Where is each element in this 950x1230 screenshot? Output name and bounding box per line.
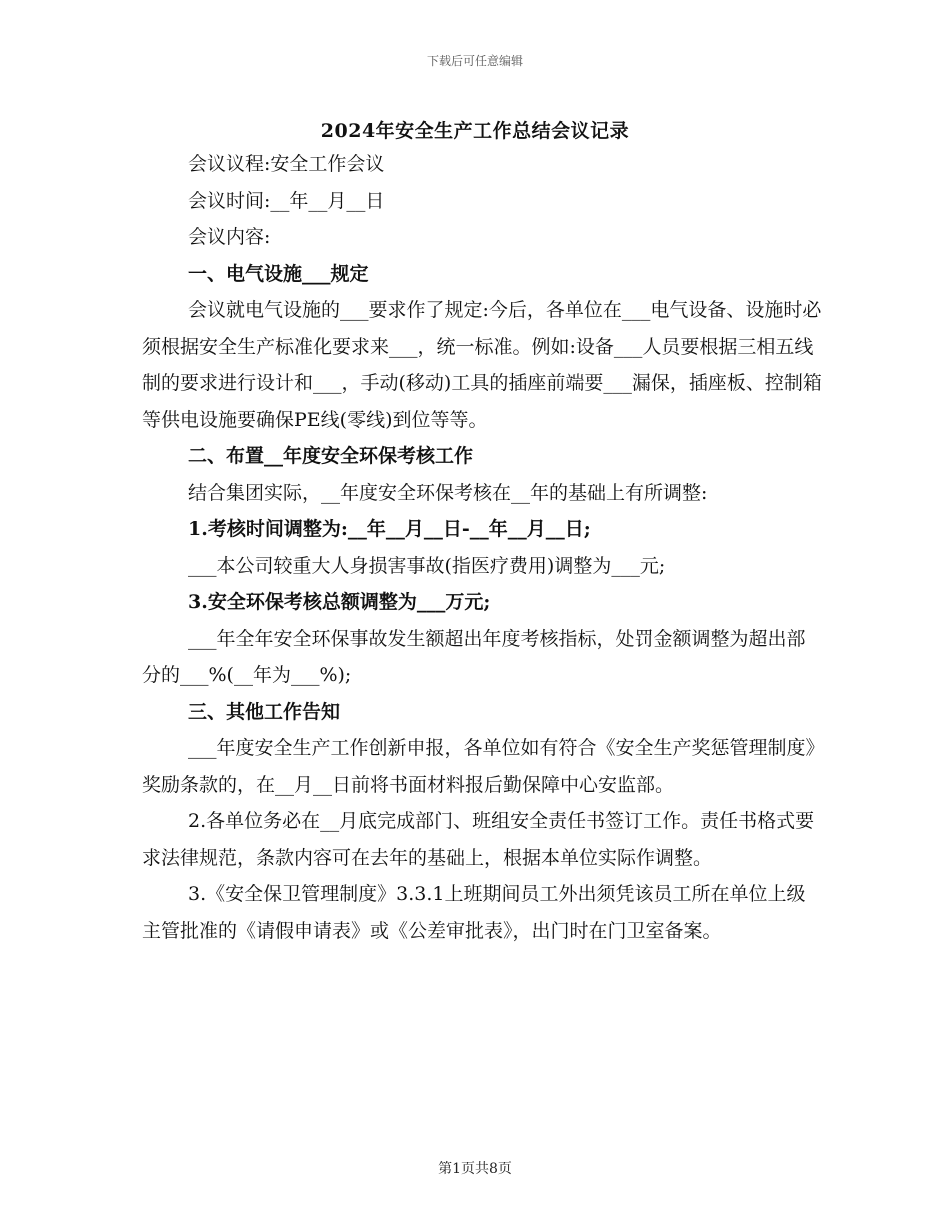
section-heading-3: 三、其他工作告知	[188, 700, 341, 723]
list-item-1: 1.考核时间调整为:__年__月__日-__年__月__日;	[188, 518, 591, 540]
meeting-content-label: 会议内容:	[188, 226, 271, 248]
page-footer: 第1页共8页	[438, 1161, 512, 1177]
list-item-3: 3.安全环保考核总额调整为___万元;	[188, 591, 491, 613]
section-heading-1: 一、电气设施___规定	[188, 262, 369, 285]
document-title: 2024年安全生产工作总结会议记录	[320, 120, 630, 142]
page-header-note: 下载后可任意编辑	[426, 54, 523, 68]
paragraph-innovation: ___年度安全生产工作创新申报，各单位如有符合《安全生产奖惩管理制度》奖励条款的，在__月__日前将书面材料报后勤保障中心安监部。	[142, 737, 816, 796]
paragraph-electrical: 会议就电气设施的___要求作了规定:今后，各单位在___电气设备、设施时必须根据安全生产标准化要求来___，统一标准。例如:设备___人员要根据三相五线制的要求进行设计和___，手动(移动)工具的插座前端要___漏保，插座板、控制箱等供电设施要确保PE线(零线)到位等等。	[142, 299, 822, 431]
paragraph-responsibility: 2.各单位务必在__月底完成部门、班组安全责任书签订工作。责任书格式要求法律规范，条款内容可在去年的基础上，根据本单位实际作调整。	[142, 810, 815, 869]
paragraph-security-rule: 3.《安全保卫管理制度》3.3.1上班期间员工外出须凭该员工所在单位上级主管批准的《请假申请表》或《公差审批表》，出门时在门卫室备案。	[142, 883, 806, 942]
list-item-4: ___年全年安全环保事故发生额超出年度考核指标，处罚金额调整为超出部分的___%(__年为___%);	[142, 627, 806, 686]
section-heading-2: 二、布置__年度安全环保考核工作	[188, 445, 474, 467]
meeting-time-line: 会议时间:__年__月__日	[188, 189, 385, 212]
list-item-2: ___本公司较重大人身损害事故(指医疗费用)调整为___元;	[188, 554, 666, 577]
paragraph-assessment-intro: 结合集团实际，__年度安全环保考核在__年的基础上有所调整:	[188, 481, 708, 504]
document-body	[142, 146, 822, 949]
agenda-line: 会议议程:安全工作会议	[188, 153, 385, 175]
